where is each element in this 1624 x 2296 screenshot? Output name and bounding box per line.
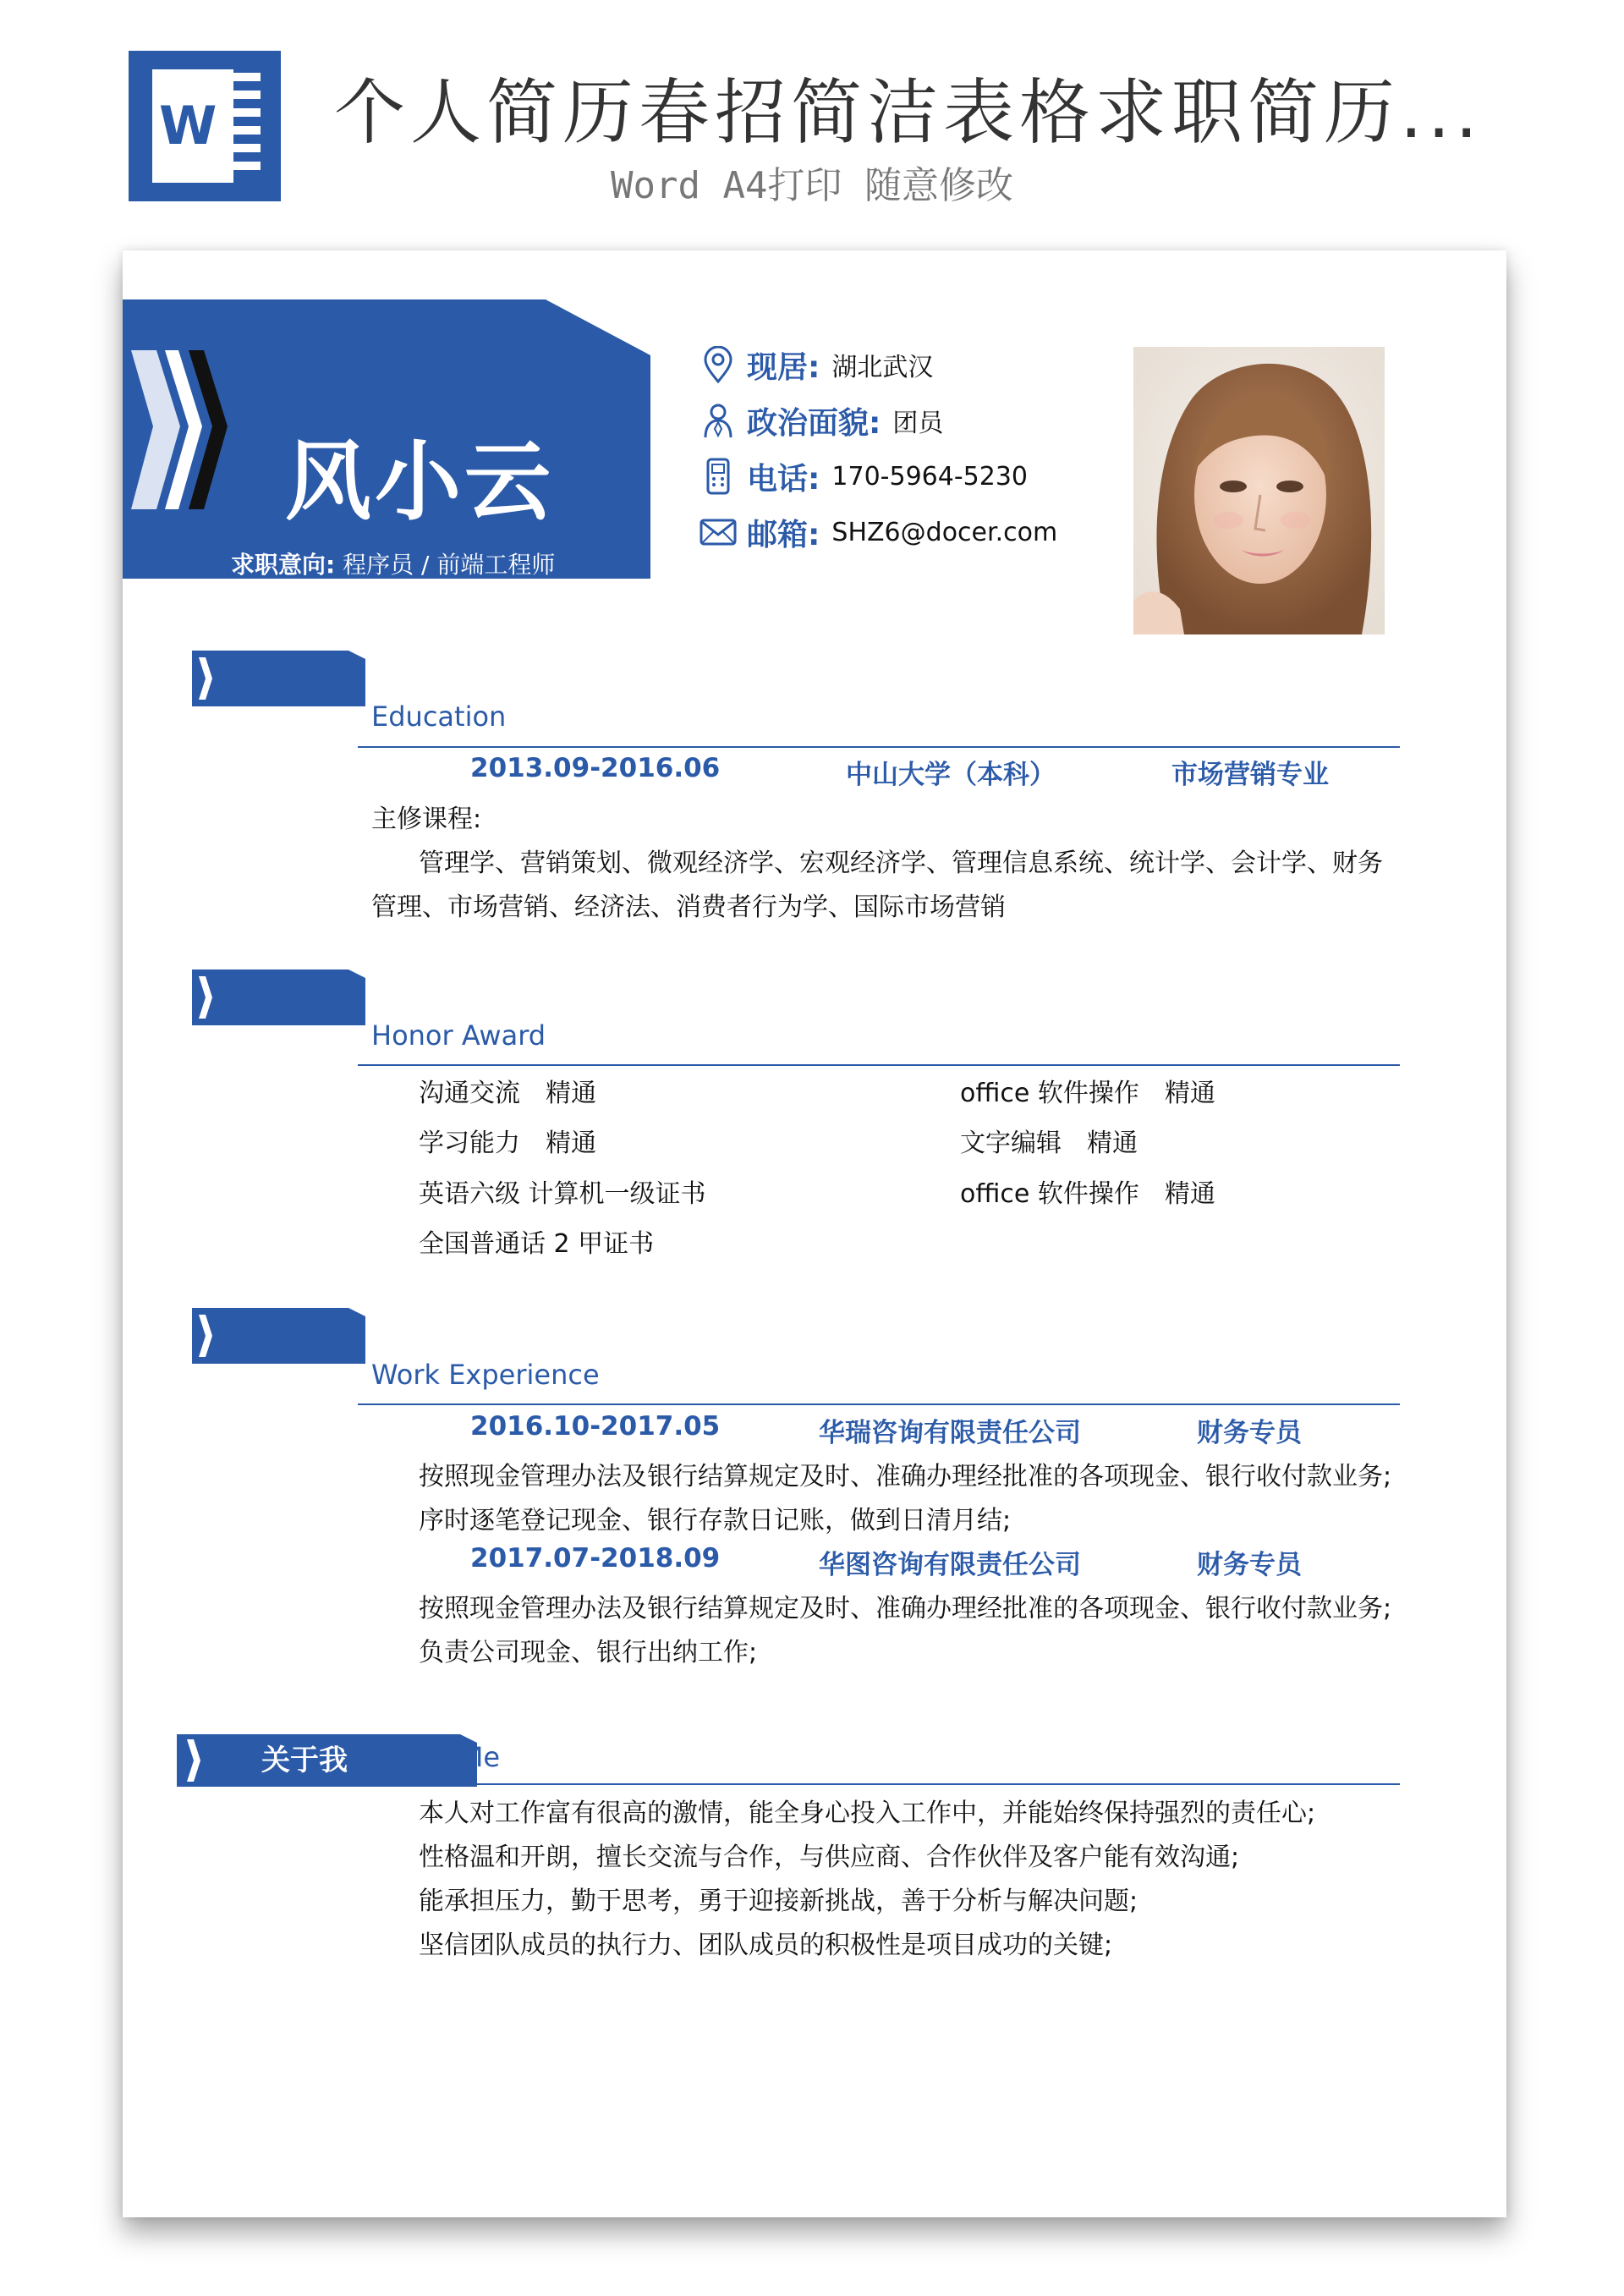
honor-item: 全国普通话 2 甲证书 bbox=[419, 1229, 655, 1259]
education-title: Education bbox=[371, 700, 507, 733]
course-line-2: 管理、市场营销、经济法、消费者行为学、国际市场营销 bbox=[371, 893, 1006, 922]
political-status-value: 团员 bbox=[892, 409, 944, 438]
location-pin-icon bbox=[698, 344, 738, 385]
resume-page bbox=[123, 250, 1506, 2217]
honor-item: 文字编辑 精通 bbox=[960, 1129, 1138, 1158]
education-divider bbox=[358, 746, 1400, 748]
person-icon bbox=[698, 400, 738, 441]
honor-divider bbox=[358, 1064, 1400, 1066]
phone-value: 170-5964-5230 bbox=[831, 461, 1029, 492]
honor-item: office 软件操作 精通 bbox=[960, 1179, 1215, 1209]
location-value: 湖北武汉 bbox=[831, 353, 934, 382]
job-duty: 序时逐笔登记现金、银行存款日记账，做到日清月结; bbox=[419, 1506, 1012, 1535]
contact-phone bbox=[698, 455, 1028, 497]
about-title: About Me bbox=[371, 1741, 501, 1773]
about-line: 坚信团队成员的执行力、团队成员的积极性是项目成功的关键; bbox=[419, 1931, 1113, 1960]
honor-item: 沟通交流 精通 bbox=[419, 1079, 596, 1108]
course-line-1: 管理学、营销策划、微观经济学、宏观经济学、管理信息系统、统计学、会计学、财务 bbox=[419, 849, 1383, 878]
work-divider bbox=[358, 1403, 1400, 1405]
work-title: Work Experience bbox=[371, 1359, 600, 1391]
about-line: 性格温和开朗，擅长交流与合作，与供应商、合作伙伴及客户能有效沟通; bbox=[419, 1843, 1240, 1872]
course-label: 主修课程: bbox=[371, 805, 482, 834]
education-date: 2013.09-2016.06 bbox=[470, 753, 721, 783]
name-banner bbox=[123, 299, 650, 579]
honor-item: 学习能力 精通 bbox=[419, 1129, 596, 1158]
job-company: 华图咨询有限责任公司 bbox=[819, 1550, 1081, 1580]
location-label: 现居: bbox=[747, 349, 820, 385]
education-major: 市场营销专业 bbox=[1171, 760, 1329, 790]
education-tab bbox=[192, 651, 365, 706]
job-duty: 按照现金管理办法及银行结算规定及时、准确办理经批准的各项现金、银行收付款业务; bbox=[419, 1462, 1392, 1491]
job-intent-value: 程序员 / 前端工程师 bbox=[343, 551, 556, 579]
honor-title: Honor Award bbox=[371, 1019, 546, 1052]
about-tab-label: 关于我 bbox=[261, 1744, 348, 1777]
job-intent-label: 求职意向: bbox=[231, 551, 336, 579]
phone-label: 电话: bbox=[747, 461, 820, 497]
word-icon-letter: W bbox=[159, 95, 217, 157]
contact-political-status bbox=[698, 399, 943, 442]
candidate-name: 风小云 bbox=[285, 432, 554, 533]
job-role: 财务专员 bbox=[1197, 1418, 1302, 1448]
contact-email bbox=[698, 511, 1057, 553]
honor-tab bbox=[192, 969, 365, 1025]
job-company: 华瑞咨询有限责任公司 bbox=[819, 1418, 1081, 1448]
about-divider bbox=[358, 1783, 1400, 1785]
about-line: 能承担压力，勤于思考，勇于迎接新挑战，善于分析与解决问题; bbox=[419, 1887, 1138, 1916]
job-intent bbox=[231, 547, 555, 580]
job-role: 财务专员 bbox=[1197, 1550, 1302, 1580]
work-tab bbox=[192, 1308, 365, 1364]
job-date: 2016.10-2017.05 bbox=[470, 1411, 721, 1442]
profile-photo bbox=[1133, 347, 1385, 634]
education-school: 中山大学（本科） bbox=[846, 760, 1056, 790]
job-duty: 按照现金管理办法及银行结算规定及时、准确办理经批准的各项现金、银行收付款业务; bbox=[419, 1594, 1392, 1623]
honor-item: office 软件操作 精通 bbox=[960, 1079, 1215, 1108]
document-title: 个人简历春招简洁表格求职简历... bbox=[334, 71, 1484, 154]
mail-icon bbox=[698, 512, 738, 552]
phone-icon bbox=[698, 456, 738, 497]
political-status-label: 政治面貌: bbox=[747, 405, 881, 441]
email-value: SHZ6@docer.com bbox=[831, 517, 1058, 547]
honor-item: 英语六级 计算机一级证书 bbox=[419, 1179, 706, 1209]
job-duty: 负责公司现金、银行出纳工作; bbox=[419, 1638, 758, 1667]
email-label: 邮箱: bbox=[747, 517, 820, 552]
about-line: 本人对工作富有很高的激情，能全身心投入工作中，并能始终保持强烈的责任心; bbox=[419, 1799, 1316, 1828]
document-subtitle: Word A4打印 随意修改 bbox=[611, 164, 1013, 207]
contact-location bbox=[698, 343, 933, 386]
job-date: 2017.07-2018.09 bbox=[470, 1543, 721, 1574]
